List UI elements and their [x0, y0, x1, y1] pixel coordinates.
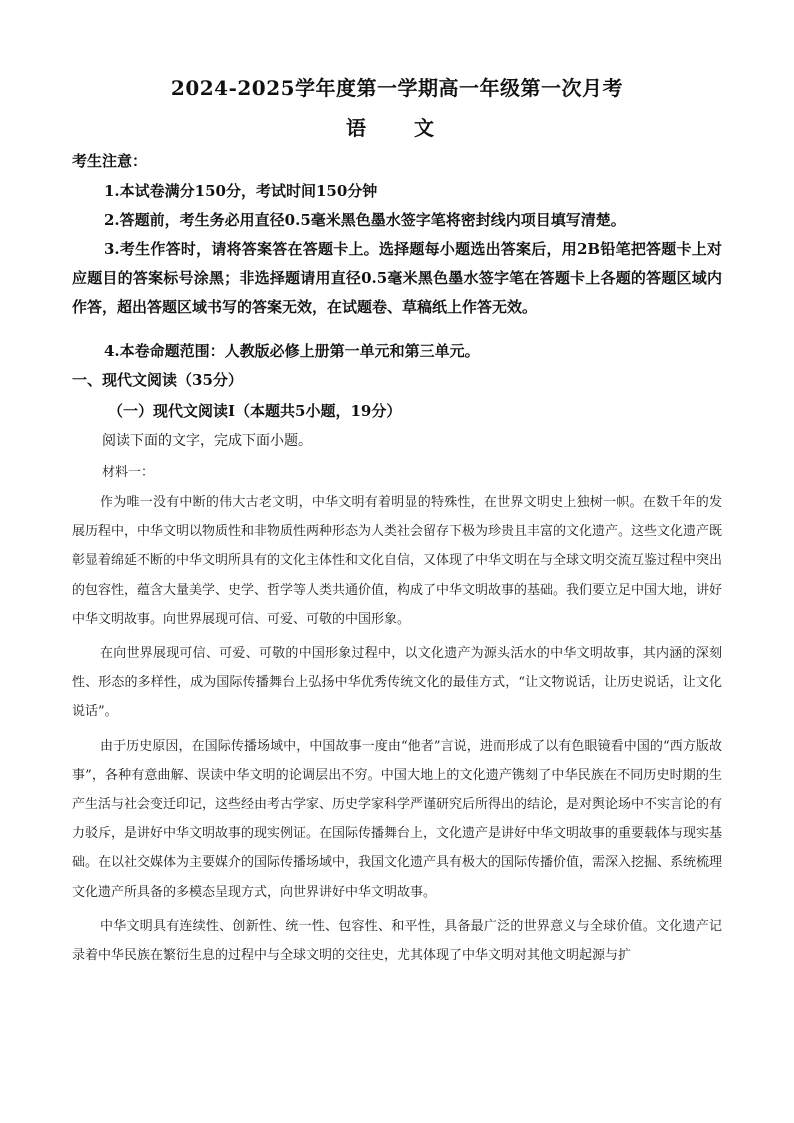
- material-label: 材料一：: [102, 465, 155, 480]
- passage-paragraph: 作为唯一没有中断的伟大古老文明，中华文明有着明显的特殊性，在世界文明史上独树一帜。在数千年的发展历程中，中华文明以物质性和非物质性两种形态为人类社会留存下极为珍贵且丰富的文化遗产。这些文化遗产既彰显着绵延不断的中华文明所具有的文化主体性和文化自信，又体现了中华文明在与全球文明交流互鉴过程中突出的包容性，蕴含大量美学、史学、哲学等人类共通价值，构成了中华文明故事的基础。我们要立足中国大地，讲好中华文明故事。向世界展现可信、可爱、可敬的中国形象。: [72, 495, 723, 627]
- notice-item: 1.本试卷满分150分，考试时间150分钟: [104, 182, 378, 200]
- notice-item: 4.本卷命题范围：人教版必修上册第一单元和第三单元。: [104, 342, 480, 360]
- passage-paragraph: 在向世界展现可信、可爱、可敬的中国形象过程中，以文化遗产为源头活水的中华文明故事，其内涵的深刻性、形态的多样性，成为国际传播舞台上弘扬中华优秀传统文化的最佳方式，“让文物说话，让历史说话，让文化说话”。: [72, 646, 722, 720]
- section-title: 一、现代文阅读（35分）: [72, 371, 243, 389]
- passage-paragraph: 中华文明具有连续性、创新性、统一性、包容性、和平性，具备最广泛的世界意义与全球价值。文化遗产记录着中华民族在繁衍生息的过程中与全球文明的交往史，尤其体现了中华文明对其他文明起源与扩: [72, 918, 722, 964]
- notice-item: 2.答题前，考生务必用直径0.5毫米黑色墨水签字笔将密封线内项目填写清楚。: [104, 211, 626, 229]
- subsection-title: （一）现代文阅读Ⅰ（本题共5小题，19分）: [108, 402, 402, 420]
- notice-heading: 考生注意：: [72, 152, 148, 170]
- subject-title: 语 文: [346, 116, 448, 140]
- exam-title: 2024-2025学年度第一学期高一年级第一次月考: [170, 76, 624, 100]
- notice-item: 3.考生作答时，请将答案答在答题卡上。选择题每小题选出答案后，用2B铅笔把答题卡上对应题目的答案标号涂黑；非选择题请用直径0.5毫米黑色墨水签字笔在答题卡上各题的答题区域内作答，超出答题区域书写的答案无效，在试题卷、草稿纸上作答无效。: [72, 240, 722, 316]
- reading-passage: [72, 488, 722, 975]
- reading-instruction: 阅读下面的文字，完成下面小题。: [102, 433, 312, 449]
- passage-paragraph: 由于历史原因，在国际传播场域中，中国故事一度由“他者”言说，进而形成了以有色眼镜看中国的“西方版故事”，各种有意曲解、误读中华文明的论调层出不穷。中国大地上的文化遗产镌刻了中华民族在不同历史时期的生产生活与社会变迁印记，这些经由考古学家、历史学家科学严谨研究后所得出的结论，是对舆论场中不实言论的有力驳斥，是讲好中华文明故事的现实例证。在国际传播舞台上，文化遗产是讲好中华文明故事的重要载体与现实基础。在以社交媒体为主要媒介的国际传播场域中，我国文化遗产具有极大的国际传播价值，需深入挖掘、系统梳理文化遗产所具备的多模态呈现方式，向世界讲好中华文明故事。: [72, 738, 723, 900]
